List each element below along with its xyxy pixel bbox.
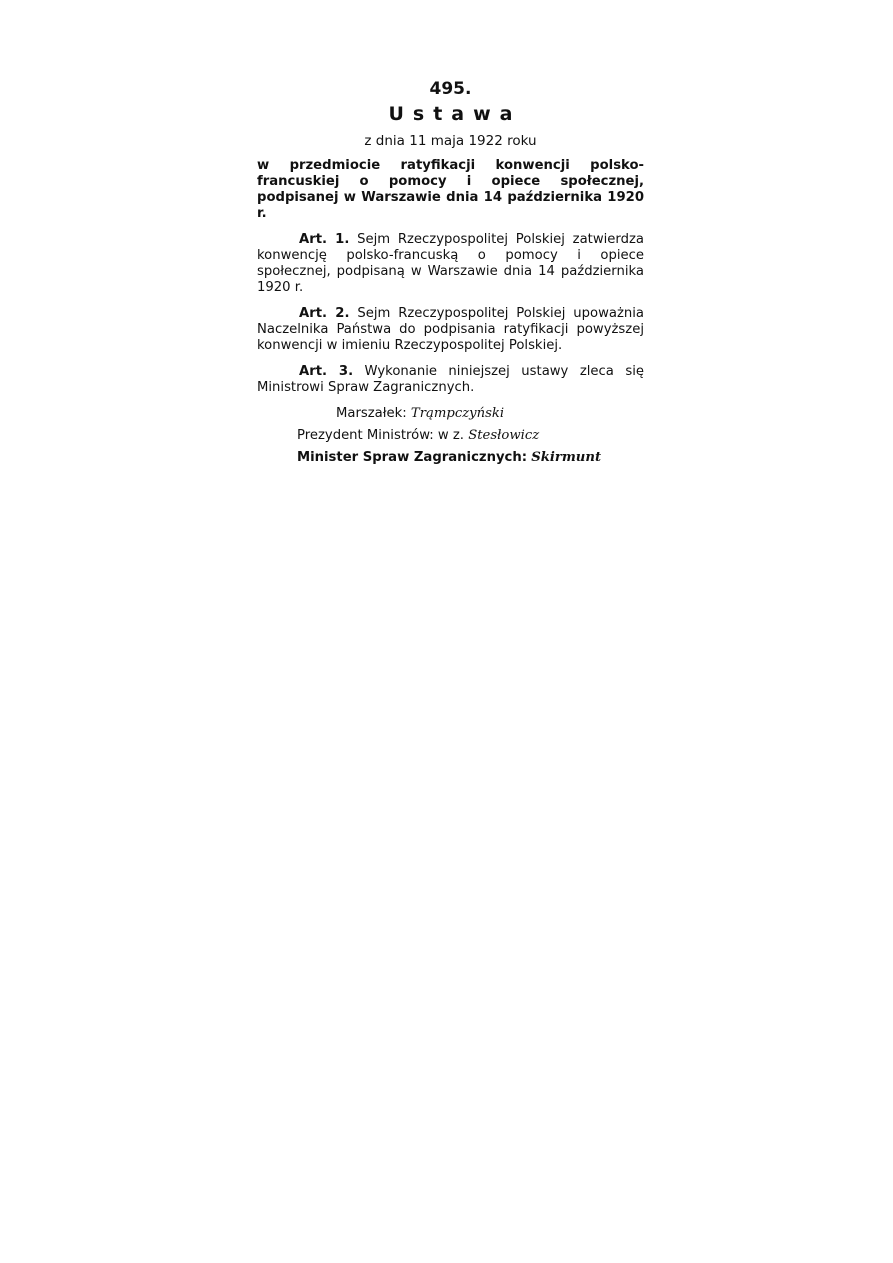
article-2 bbox=[257, 306, 644, 354]
article-3 bbox=[257, 364, 644, 396]
document-title: Ustawa bbox=[388, 103, 522, 125]
signature-name: Stesłowicz bbox=[468, 428, 540, 443]
signature-marshal bbox=[257, 406, 644, 422]
document-date: z dnia 11 maja 1922 roku bbox=[364, 133, 537, 149]
article-1 bbox=[257, 232, 644, 296]
document-number: 495. bbox=[429, 79, 472, 99]
legal-document bbox=[257, 78, 644, 472]
signature-name: Trąmpczyński bbox=[410, 406, 505, 421]
signature-foreign-minister bbox=[257, 450, 644, 466]
article-text: Sejm Rzeczypospolitej Polskiej upoważnia Naczelnika Państwa do podpisania ratyfikacji powyższej konwencji w imieniu Rzeczypospolitej Polskiej. bbox=[257, 306, 644, 353]
article-text: Sejm Rzeczypospolitej Polskiej zatwierdza konwencję polsko-francuską o pomocy i opiece społecznej, podpisaną w Warszawie dnia 14 października 1920 r. bbox=[257, 232, 644, 295]
signature-name: Skirmunt bbox=[531, 450, 602, 465]
article-label: Art. 3. bbox=[299, 364, 354, 379]
article-label: Art. 1. bbox=[299, 232, 350, 247]
signature-role: Minister Spraw Zagranicznych: bbox=[297, 450, 528, 465]
signature-role: Marszałek: bbox=[336, 406, 407, 421]
signature-prime-minister bbox=[257, 428, 644, 444]
signature-role: Prezydent Ministrów: w z. bbox=[297, 428, 464, 443]
article-label: Art. 2. bbox=[299, 306, 350, 321]
article-text: Wykonanie niniejszej ustawy zleca się Ministrowi Spraw Zagranicznych. bbox=[257, 364, 644, 395]
document-subject: w przedmiocie ratyfikacji konwencji polsko-francuskiej o pomocy i opiece społecznej, podpisanej w Warszawie dnia 14 października 1920 r. bbox=[257, 158, 644, 221]
